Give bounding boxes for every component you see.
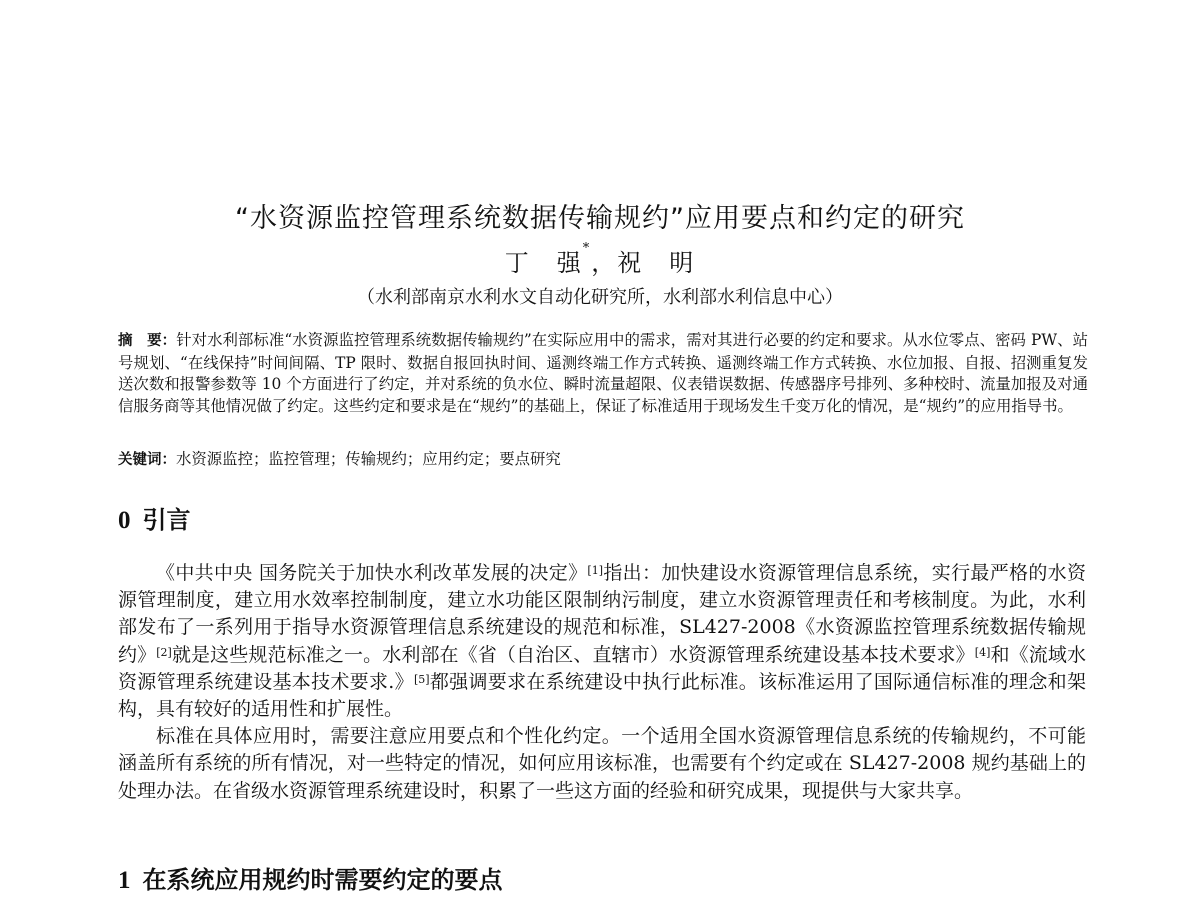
section-number: 1 bbox=[118, 867, 131, 894]
citation-ref: [2] bbox=[156, 645, 172, 659]
author-1: 丁 强 bbox=[504, 249, 583, 277]
paragraph-text: 《中共中央 国务院关于加快水利改革发展的决定》 bbox=[156, 562, 588, 584]
paper-title: “水资源监控管理系统数据传输规约”应用要点和约定的研究 bbox=[235, 203, 965, 234]
author-line bbox=[0, 243, 1200, 278]
section-title: 引言 bbox=[142, 506, 191, 534]
keywords-label: 关键词： bbox=[118, 452, 176, 468]
section-heading-introduction bbox=[118, 500, 191, 535]
paragraph-1 bbox=[118, 560, 1086, 723]
paragraph-2: 标准在具体应用时，需要注意应用要点和个性化约定。一个适用全国水资源管理信息系统的传输规约，不可能涵盖所有系统的所有情况，对一些特定的情况，如何应用该标准，也需要有个约定或在 SL427-2008 规约基础上的处理办法。在省级水资源管理系统建设时，积累了一些这方面的经验和研究成果，现提供与大家共享。 bbox=[118, 725, 1086, 802]
paragraph-text: 指出：加快建设水资源管理信息系统，实行最严格的水资源管理制度，建立用水效率控制制度，建立水功能区限制纳污制度，建立水资源管理责任和考核制度。为此，水利部发布了一系列用于指导水资源管理信息系统建设的规范和标准，SL427-2008《水资源监控管理系统数据传输规约》 bbox=[118, 562, 1086, 666]
paragraph-text: 都强调要求在系统建设中执行此标准。该标准运用了国际通信标准的理念和架构，具有较好的适用性和扩展性。 bbox=[118, 670, 1086, 721]
paragraph-text: 和《流域水资源管理系统建设基本技术要求.》 bbox=[118, 643, 1086, 693]
abstract-label: 摘 要： bbox=[118, 333, 177, 349]
citation-ref: [1] bbox=[587, 564, 603, 577]
section-number: 0 bbox=[118, 507, 131, 534]
keywords bbox=[118, 449, 1088, 471]
abstract-text: 针对水利部标准“水资源监控管理系统数据传输规约”在实际应用中的需求，需对其进行必要的约定和要求。从水位零点、密码 PW、站号规划、“在线保持”时间间隔、TP 限时、数据自报回执时间、遥测终端工作方式转换、遥测终端工作方式转换、水位加报、自报、招测重复发送次数和报警参数等 10 个方面进行了约定，并对系统的负水位、瞬时流量超限、仪表错误数据、传感器序号排列、多种校时、流量加报及对通信服务商等其他情况做了约定。这些约定和要求是在“规约”的基础上，保证了标准适用于现场发生千变万化的情况，是“规约”的应用指导书。 bbox=[118, 331, 1088, 415]
keywords-text: 水资源监控；监控管理；传输规约；应用约定；要点研究 bbox=[176, 450, 561, 468]
abstract bbox=[118, 330, 1088, 417]
introduction-body bbox=[118, 560, 1086, 805]
author-2: 祝 明 bbox=[617, 249, 696, 277]
citation-ref: [4] bbox=[974, 645, 991, 659]
paragraph-text: 就是这些规范标准之一。水利部在《省（自治区、直辖市）水资源管理系统建设基本技术要求》 bbox=[171, 643, 975, 666]
author-separator: ， bbox=[591, 249, 618, 277]
affiliation: （水利部南京水利水文自动化研究所，水利部水利信息中心） bbox=[357, 287, 843, 308]
corresponding-author-mark: * bbox=[582, 241, 592, 256]
citation-ref: [5] bbox=[413, 672, 430, 686]
section-title: 在系统应用规约时需要约定的要点 bbox=[142, 866, 503, 894]
section-heading-1 bbox=[118, 860, 503, 895]
